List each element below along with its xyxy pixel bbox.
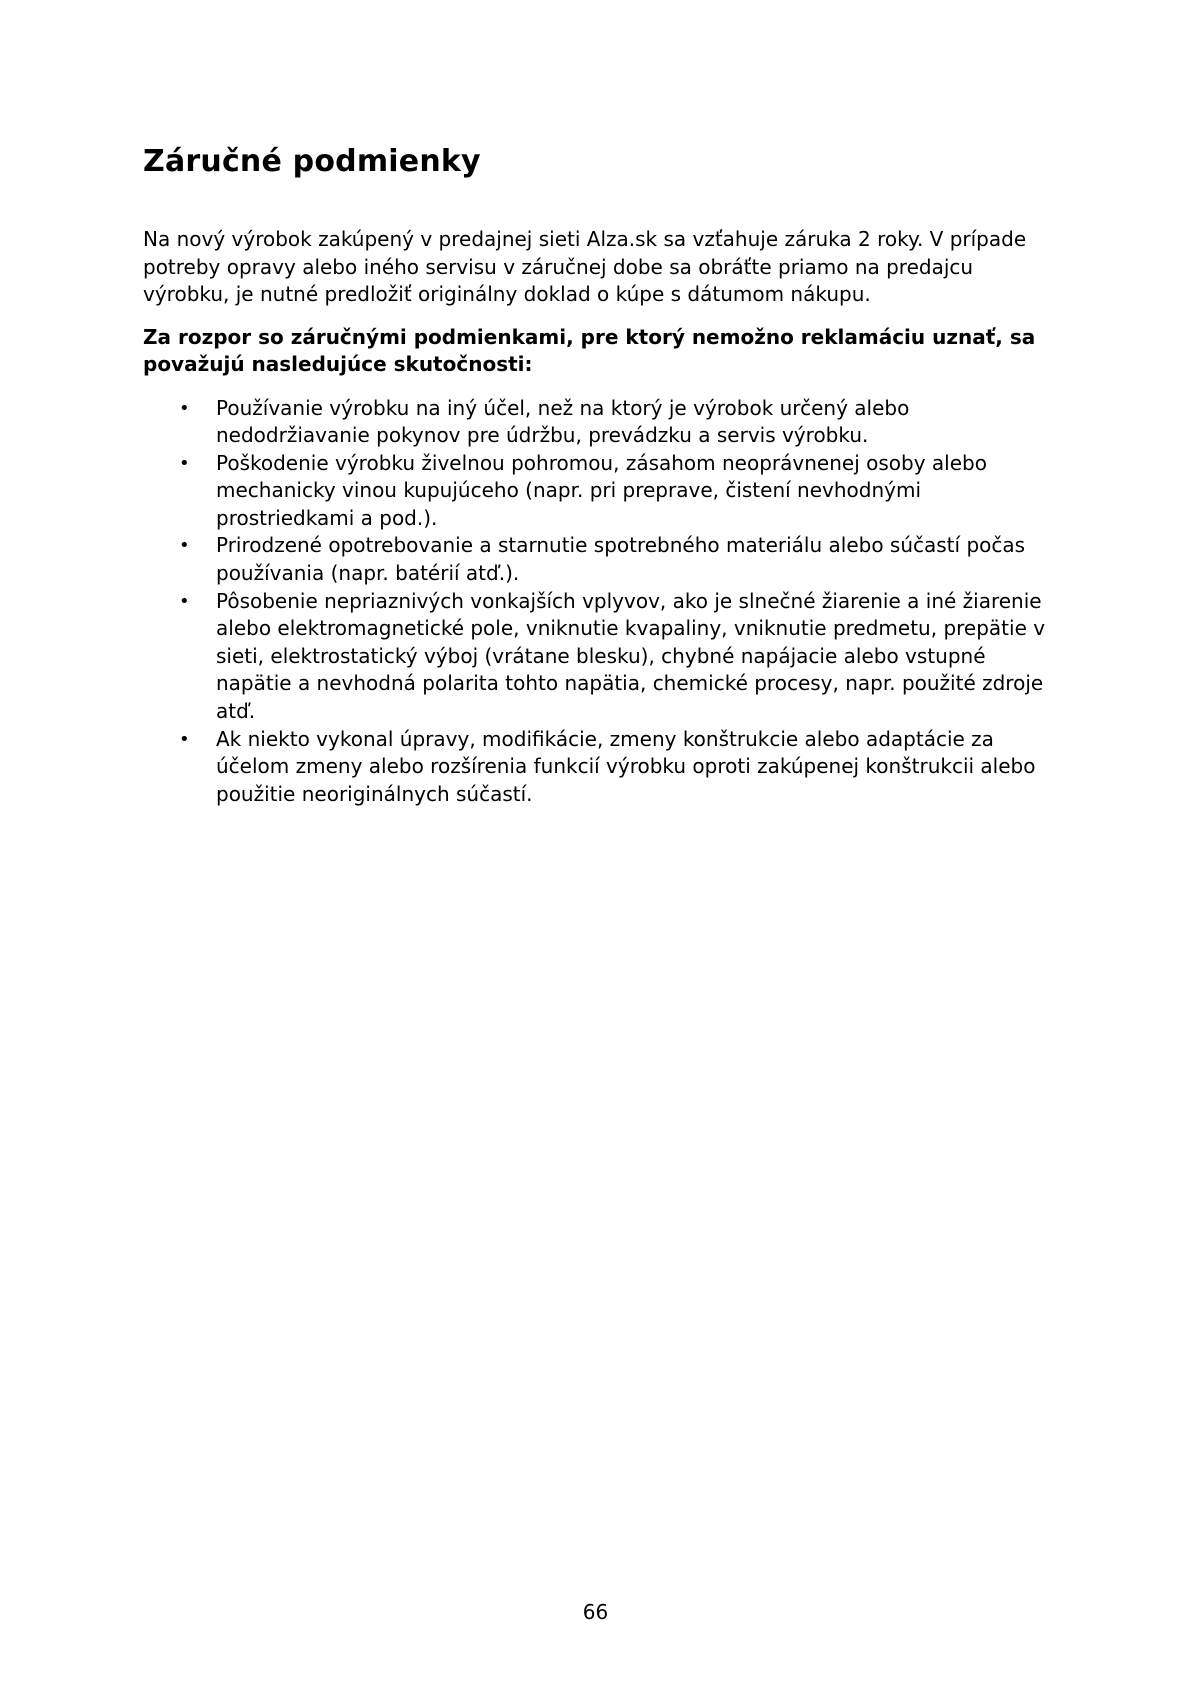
list-item [143,450,1046,533]
list-item-text: Poškodenie výrobku živelnou pohromou, zásahom neoprávnenej osoby alebo mechanicky vinou kupujúceho (napr. pri preprave, čistení nevhodnými prostriedkami a pod.). [216,450,987,530]
bullet-icon: • [179,535,190,557]
list-item-text: Používanie výrobku na iný účel, než na ktorý je výrobok určený alebo nedodržiavanie pokynov pre údržbu, prevádzku a servis výrobku. [216,395,910,448]
page-number: 66 [582,1600,609,1624]
page-title: Záručné podmienky [143,144,481,179]
list-item [143,588,1046,726]
list-item-text: Pôsobenie nepriaznivých vonkajších vplyvov, ako je slnečné žiarenie a iné žiarenie alebo elektromagnetické pole, vniknutie kvapaliny, vniknutie predmetu, prepätie v sieti, elektrostatický výboj (vrátane blesku), chybné napájacie alebo vstupné napätie a nevhodná polarita tohto napätia, chemické procesy, napr. použité zdroje atď. [216,588,1046,724]
bullet-icon: • [179,397,190,419]
bullet-icon: • [179,728,190,750]
bullet-icon: • [179,590,190,612]
page-content [143,140,1063,808]
conditions-list [143,395,1063,809]
conditions-heading: Za rozpor so záručnými podmienkami, pre ktorý nemožno reklamáciu uznať, sa považujú nasledujúce skutočnosti: [143,324,1036,376]
list-item-text: Ak niekto vykonal úpravy, modifikácie, zmeny konštrukcie alebo adaptácie za účelom zmeny alebo rozšírenia funkcií výrobku oproti zakúpenej konštrukcii alebo použitie neoriginálnych súčastí. [216,726,1036,806]
list-item-text: Prirodzené opotrebovanie a starnutie spotrebného materiálu alebo súčastí počas používania (napr. batérií atď.). [216,533,1026,586]
list-item [143,532,1046,587]
list-item [143,726,1046,809]
bullet-icon: • [179,452,190,474]
list-item [143,395,1046,450]
intro-paragraph: Na nový výrobok zakúpený v predajnej sieti Alza.sk sa vzťahuje záruka 2 roky. V prípade potreby opravy alebo iného servisu v záručnej dobe sa obráťte priamo na predajcu výrobku, je nutné predložiť originálny doklad o kúpe s dátumom nákupu. [143,227,1027,306]
